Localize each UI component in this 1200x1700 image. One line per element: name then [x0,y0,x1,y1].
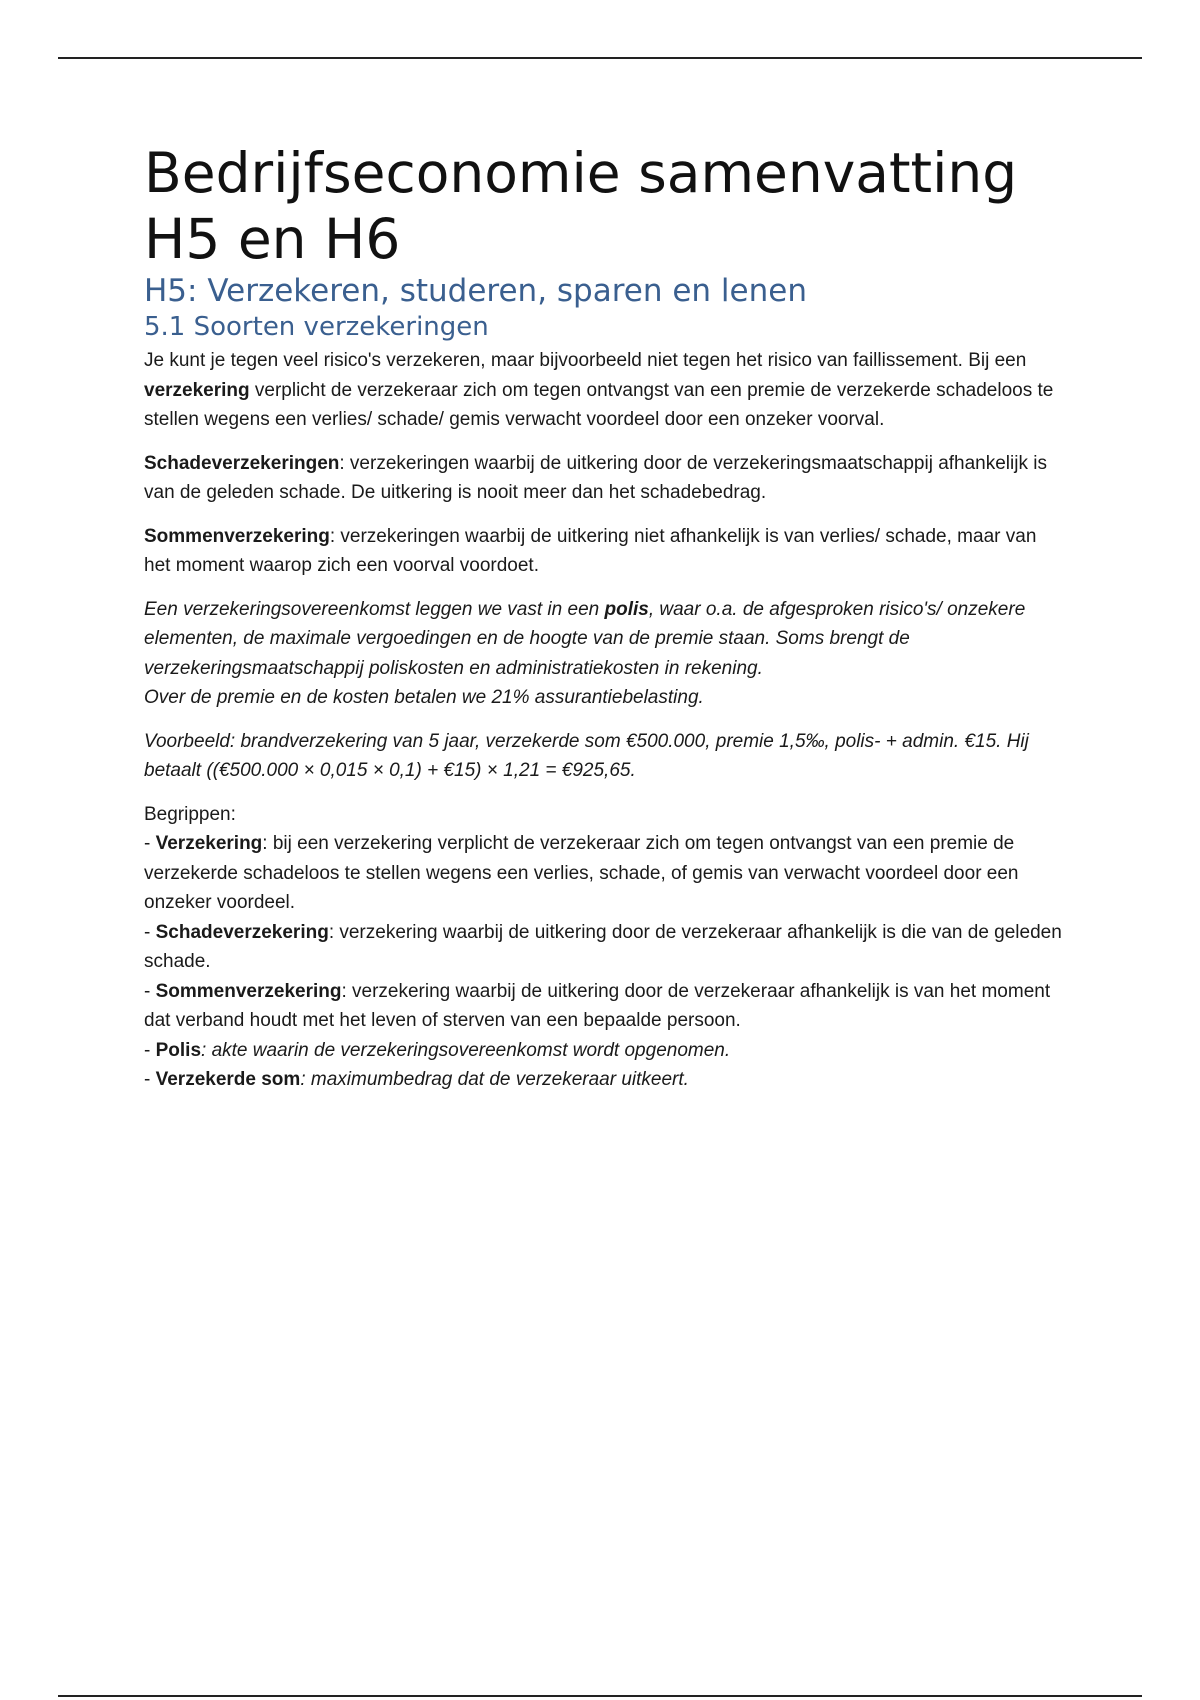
example-paragraph: Voorbeeld: brandverzekering van 5 jaar, verzekerde som €500.000, premie 1,5‰, polis- + admin. €15. Hij betaalt ((€500.000 × 0,015 × 0,1) + €15) × 1,21 = €925,65. [144,730,1029,781]
document-title: Bedrijfseconomie samenvatting H5 en H6 [144,141,1018,271]
list-item: - Verzekerde som: maximumbedrag dat de verzekeraar uitkeert. [144,1069,689,1090]
document-body [144,140,1064,1109]
term-polis: polis [604,598,649,620]
list-item: - Sommenverzekering: verzekering waarbij de uitkering door de verzekeraar afhankelijk is van het moment dat verband houdt met het leven of sterven van een bepaalde persoon. [144,980,1051,1031]
begrippen-list [144,800,1064,1095]
term-sommenverzekering: Sommenverzekering [144,525,330,547]
chapter-heading: H5: Verzekeren, studeren, sparen en lenen [144,273,807,309]
section-heading: 5.1 Soorten verzekeringen [144,312,489,342]
sommenverzekering-paragraph: Sommenverzekering: verzekeringen waarbij de uitkering niet afhankelijk is van verlies/ schade, maar van het moment waarop zich een voorval voordoet. [144,525,1037,576]
schadeverzekeringen-paragraph: Schadeverzekeringen: verzekeringen waarbij de uitkering door de verzekeringsmaatschappij afhankelijk is van de geleden schade. De uitkering is nooit meer dan het schadebedrag. [144,452,1047,503]
footer-rule [58,1695,1142,1697]
term-schadeverzekeringen: Schadeverzekeringen [144,452,340,474]
header-rule [58,57,1142,59]
begrippen-heading: Begrippen: [144,803,236,825]
assurantiebelasting-line: Over de premie en de kosten betalen we 21% assurantiebelasting. [144,687,704,708]
intro-paragraph: Je kunt je tegen veel risico's verzekeren, maar bijvoorbeeld niet tegen het risico van faillissement. Bij een verzekering verplicht de verzekeraar zich om tegen ontvangst van een premie de verzekerde schadeloos te stellen wegens een verlies/ schade/ gemis verwacht voordeel door een onzeker voorval. [144,350,1054,430]
list-item: - Verzekering: bij een verzekering verplicht de verzekeraar zich om tegen ontvangst van een premie de verzekerde schadeloos te stellen wegens een verlies, schade, of gemis van verwacht voordeel door een onzeker voordeel. [144,833,1019,913]
polis-paragraph: Een verzekeringsovereenkomst leggen we vast in een polis, waar o.a. de afgesproken risico's/ onzekere elementen, de maximale vergoedingen en de hoogte van de premie staan. Soms brengt de verzekeringsmaatschappij poliskosten en administratiekosten in rekening. Over de premie en de kosten betalen we 21% assurantiebelasting. [144,595,1064,713]
list-item: - Polis: akte waarin de verzekeringsovereenkomst wordt opgenomen. [144,1039,731,1061]
term-verzekering: verzekering [144,379,250,401]
list-item: - Schadeverzekering: verzekering waarbij de uitkering door de verzekeraar afhankelijk is die van de geleden schade. [144,921,1062,972]
